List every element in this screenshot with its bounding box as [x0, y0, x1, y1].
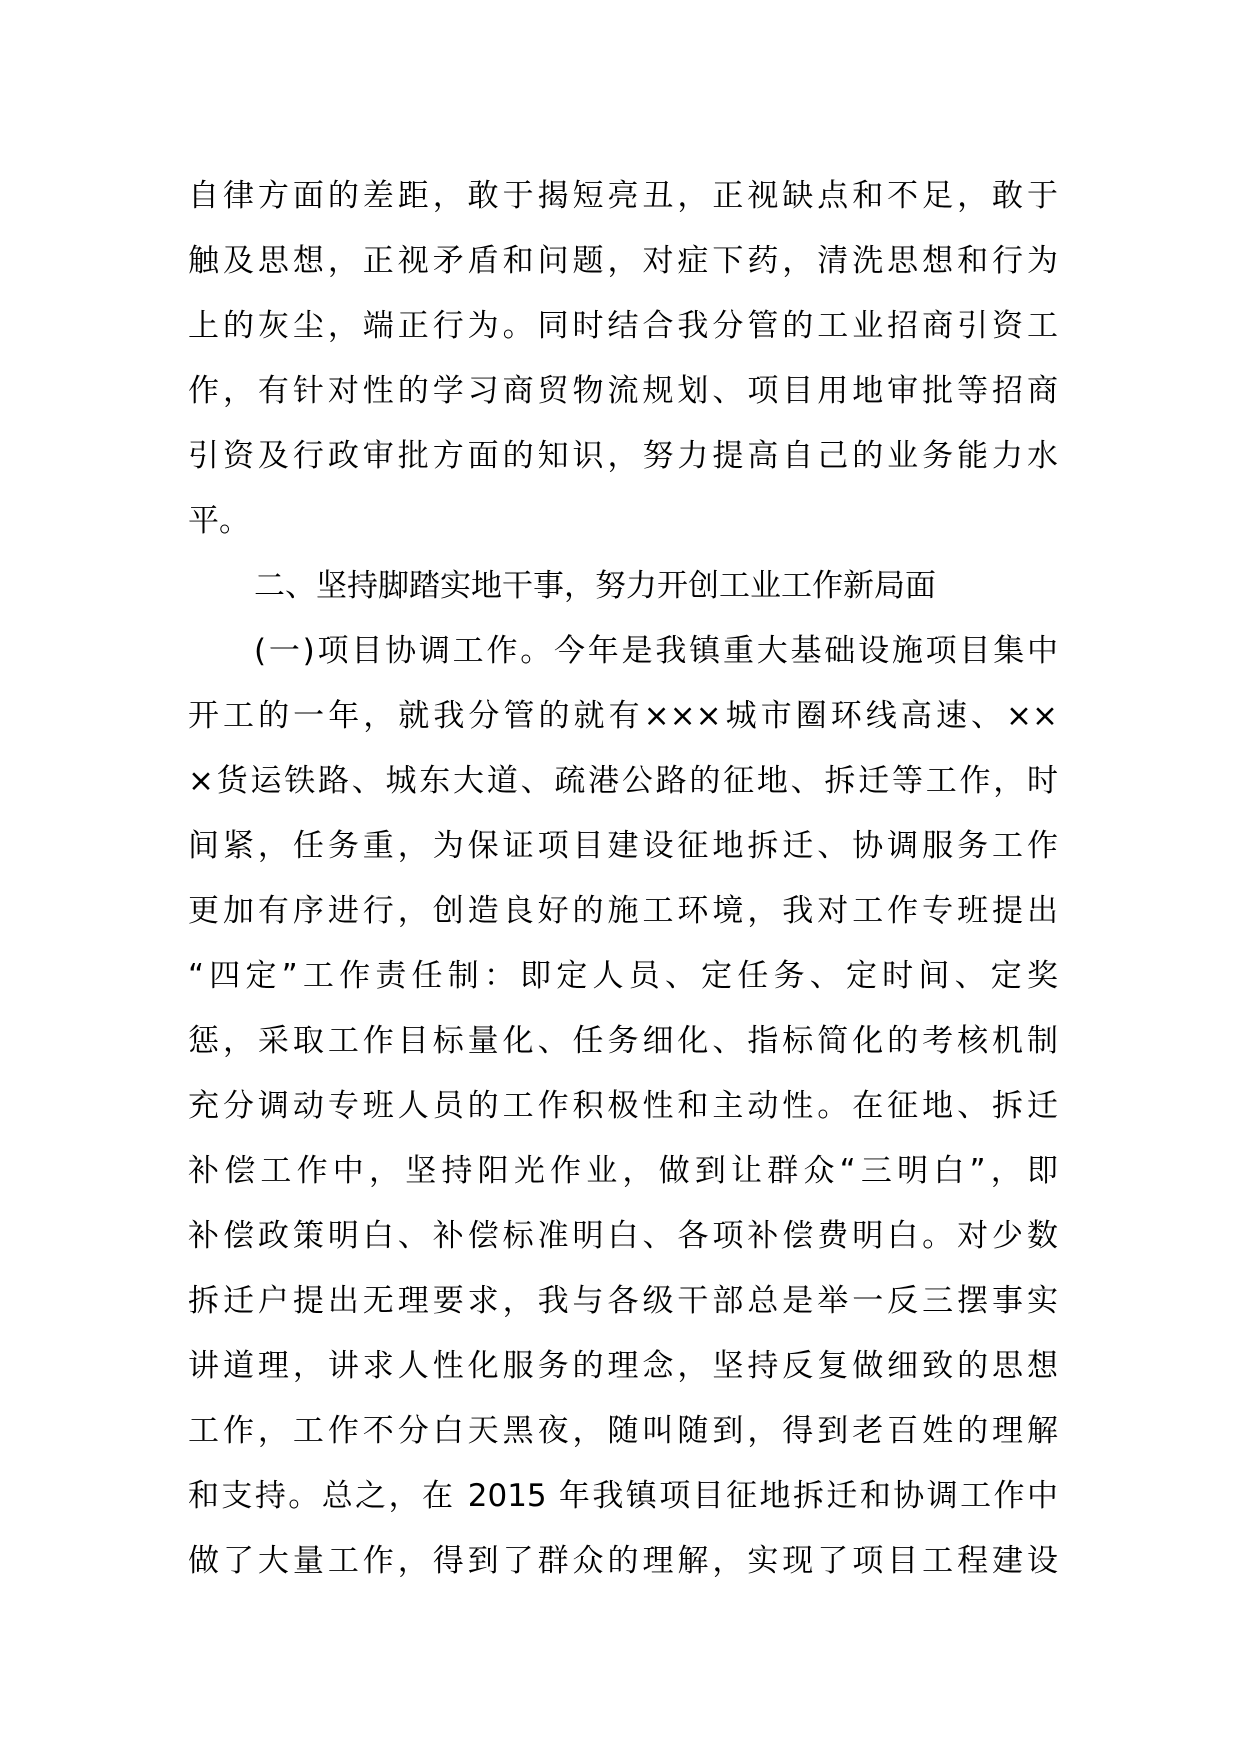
text-line: 自律方面的差距，敢于揭短亮丑，正视缺点和不足，敢于 [188, 178, 1058, 214]
text-line: 引资及行政审批方面的知识，努力提高自己的业务能力水 [188, 438, 1058, 474]
text-line: 工作，工作不分白天黑夜，随叫随到，得到老百姓的理解 [188, 1413, 1058, 1449]
text-line: 更加有序进行，创造良好的施工环境，我对工作专班提出 [188, 893, 1058, 929]
text-line: 上的灰尘，端正行为。同时结合我分管的工业招商引资工 [188, 308, 1058, 344]
text-line: ×货运铁路、城东大道、疏港公路的征地、拆迁等工作，时 [188, 763, 1058, 799]
text-line: 平。 [188, 503, 250, 539]
text-line: (一)项目协调工作。今年是我镇重大基础设施项目集中 [254, 633, 1058, 669]
text-line: 充分调动专班人员的工作积极性和主动性。在征地、拆迁 [188, 1088, 1058, 1124]
text-line: 做了大量工作，得到了群众的理解，实现了项目工程建设 [188, 1543, 1058, 1579]
text-line: 开工的一年，就我分管的就有×××城市圈环线高速、×× [188, 698, 1058, 734]
text-line: 补偿政策明白、补偿标准明白、各项补偿费明白。对少数 [188, 1218, 1058, 1254]
text-line: 拆迁户提出无理要求，我与各级干部总是举一反三摆事实 [188, 1283, 1058, 1319]
section-heading: 二、坚持脚踏实地干事，努力开创工业工作新局面 [254, 568, 936, 604]
text-line: 惩，采取工作目标量化、任务细化、指标简化的考核机制 [188, 1023, 1058, 1059]
paragraph-1 [188, 164, 1058, 554]
text-line: 讲道理，讲求人性化服务的理念，坚持反复做细致的思想 [188, 1348, 1058, 1384]
text-line: 触及思想，正视矛盾和问题，对症下药，清洗思想和行为 [188, 243, 1058, 279]
document-body [188, 164, 1058, 1594]
text-line: “四定”工作责任制：即定人员、定任务、定时间、定奖 [188, 958, 1058, 994]
paragraph-2 [188, 619, 1058, 1594]
text-line: 补偿工作中，坚持阳光作业，做到让群众“三明白”，即 [188, 1153, 1058, 1189]
text-line: 间紧，任务重，为保证项目建设征地拆迁、协调服务工作 [188, 828, 1058, 864]
text-line: 和支持。总之，在 2015 年我镇项目征地拆迁和协调工作中 [188, 1478, 1058, 1514]
text-line: 作，有针对性的学习商贸物流规划、项目用地审批等招商 [188, 373, 1058, 409]
